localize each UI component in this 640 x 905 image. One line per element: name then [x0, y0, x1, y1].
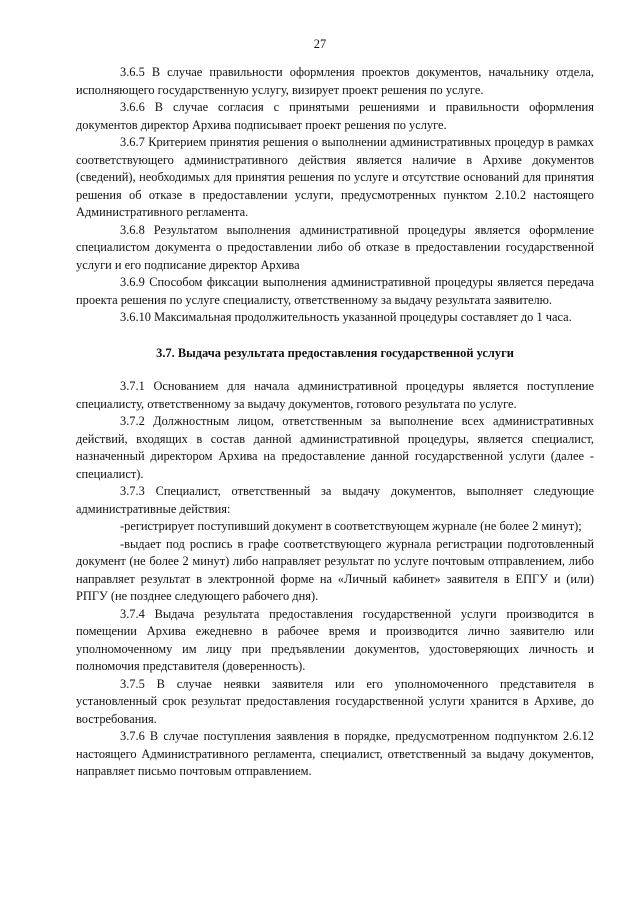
page-content [76, 64, 594, 781]
paragraph-3-7-2: 3.7.2 Должностным лицом, ответственным за выполнение всех административных действий, входящих в состав данной административной процедуры, является специалист, назначенный директором Архива на предоставление данной государственной услуги (далее - специалист). [76, 414, 594, 481]
paragraph-3-6-8: 3.6.8 Результатом выполнения административной процедуры является оформление специалистом документа о предоставлении либо об отказе в предоставлении государственной услуги и его подписание директор Архива [76, 222, 594, 272]
list-item-issue-document: -выдает под роспись в графе соответствующего журнала регистрации подготовленный документ (не более 2 минут) либо направляет результат по услуге почтовым отправлением, либо направляет результат в электронной форме на «Личный кабинет» заявителя в ЕПГУ и (или) РПГУ (не позднее следующего рабочего дня). [76, 536, 594, 603]
paragraph-3-7-4: 3.7.4 Выдача результата предоставления государственной услуги производится в помещении Архива ежедневно в рабочее время и производится лично заявителю или уполномоченному им лицу при предъявлении документов, удостоверяющих личность и полномочия представителя (доверенность). [76, 606, 594, 673]
paragraph-3-6-9: 3.6.9 Способом фиксации выполнения административной процедуры является передача проекта решения по услуге специалисту, ответственному за выдачу результата заявителю. [76, 275, 594, 307]
paragraph-3-7-5: 3.7.5 В случае неявки заявителя или его уполномоченного представителя в установленный срок результат предоставления государственной услуги хранится в Архиве, до востребования. [76, 676, 594, 726]
paragraph-3-7-6: 3.7.6 В случае поступления заявления в порядке, предусмотренном подпунктом 2.6.12 настоящего Административного регламента, специалист, ответственный за выдачу документов, направляет письмо почтовым отправлением. [76, 729, 594, 778]
page-number: 27 [313, 37, 327, 51]
section-heading-3-7: 3.7. Выдача результата предоставления государственной услуги [156, 345, 514, 360]
paragraph-3-7-3: 3.7.3 Специалист, ответственный за выдачу документов, выполняет следующие административные действия: [76, 484, 594, 516]
paragraph-3-6-5: 3.6.5 В случае правильности оформления проектов документов, начальнику отдела, исполняющего государственную услугу, визирует проект решения по услуге. [76, 65, 594, 97]
paragraph-3-6-6: 3.6.6 В случае согласия с принятыми решениями и правильности оформления документов директор Архива подписывает проект решения по услуге. [76, 100, 594, 132]
paragraph-3-7-1: 3.7.1 Основанием для начала административной процедуры является поступление специалисту, ответственному за выдачу документов, готового результата по услуге. [76, 379, 594, 411]
list-item-register-document: -регистрирует поступивший документ в соответствующем журнале (не более 2 минут); [120, 519, 582, 533]
paragraph-3-6-10: 3.6.10 Максимальная продолжительность указанной процедуры составляет до 1 часа. [120, 310, 572, 324]
paragraph-3-6-7: 3.6.7 Критерием принятия решения о выполнении административных процедур в рамках соответствующего административного действия является наличие в Архиве документов (сведений), необходимых для принятия решения по услуге и отсутствие оснований для принятия решения об отказе в предоставлении услуги, предусмотренных пунктом 2.10.2 настоящего Административного регламента. [76, 135, 594, 219]
